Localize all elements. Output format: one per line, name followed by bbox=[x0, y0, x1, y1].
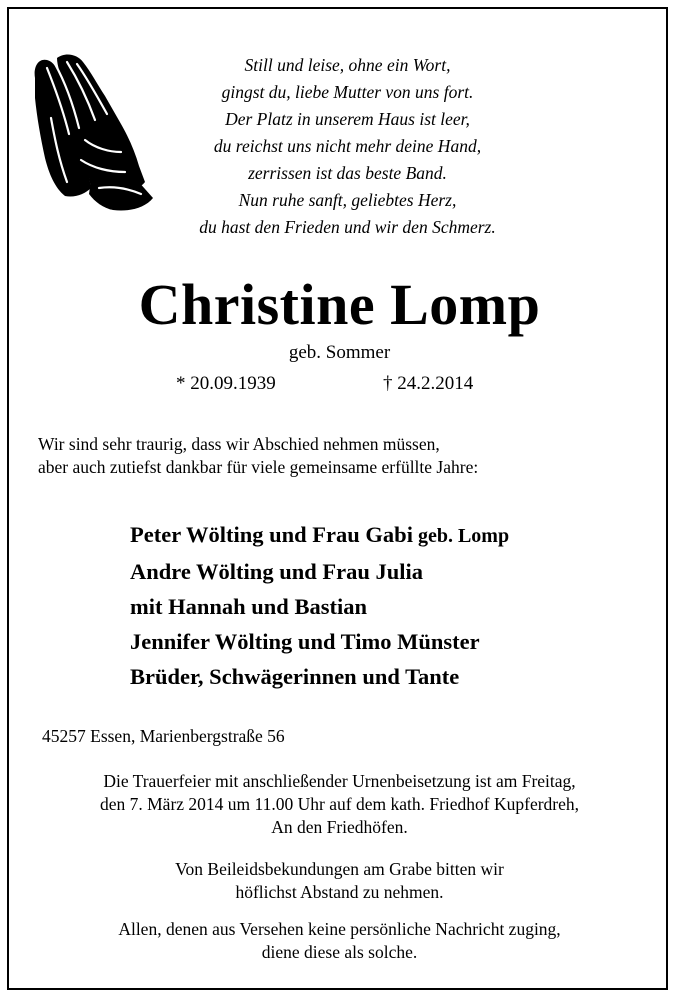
poem-line: Der Platz in unserem Haus ist leer, bbox=[225, 109, 470, 129]
family-line: Jennifer Wölting und Timo Münster bbox=[130, 629, 480, 654]
closing-note bbox=[0, 918, 679, 964]
closing-line: Allen, denen aus Versehen keine persönliche Nachricht zuging, bbox=[118, 919, 561, 939]
poem-line: du hast den Frieden und wir den Schmerz. bbox=[199, 217, 496, 237]
condolence-line: Von Beileidsbekundungen am Grabe bitten wir bbox=[175, 859, 504, 879]
funeral-line: Die Trauerfeier mit anschließender Urnenbeisetzung ist am Freitag, bbox=[103, 771, 576, 791]
birth-date: * 20.09.1939 bbox=[176, 373, 276, 394]
poem-line: Nun ruhe sanft, geliebtes Herz, bbox=[238, 190, 457, 210]
address: 45257 Essen, Marienbergstraße 56 bbox=[42, 726, 285, 746]
condolence-note bbox=[0, 858, 679, 904]
family-line: Brüder, Schwägerinnen und Tante bbox=[130, 664, 460, 689]
condolence-line: höflichst Abstand zu nehmen. bbox=[235, 882, 444, 902]
maiden-name: geb. Sommer bbox=[288, 342, 391, 363]
closing-line: diene diese als solche. bbox=[261, 942, 418, 962]
funeral-line: An den Friedhöfen. bbox=[271, 817, 408, 837]
family-line bbox=[130, 517, 650, 554]
poem-line: gingst du, liebe Mutter von uns fort. bbox=[221, 82, 474, 102]
family-maiden-note: geb. Lomp bbox=[412, 525, 510, 547]
poem bbox=[150, 52, 545, 241]
family-list bbox=[130, 517, 650, 694]
intro-line: Wir sind sehr traurig, dass wir Abschied nehmen müssen, bbox=[38, 434, 440, 454]
funeral-line: den 7. März 2014 um 11.00 Uhr auf dem kath. Friedhof Kupferdreh, bbox=[99, 794, 580, 814]
death-date: † 24.2.2014 bbox=[383, 373, 474, 394]
funeral-info bbox=[0, 770, 679, 839]
praying-hands-icon bbox=[25, 48, 155, 213]
family-line: mit Hannah und Bastian bbox=[130, 594, 367, 619]
family-member: Peter Wölting und Frau Gabi bbox=[130, 522, 413, 547]
poem-line: du reichst uns nicht mehr deine Hand, bbox=[213, 136, 482, 156]
intro-text bbox=[38, 433, 638, 479]
poem-line: zerrissen ist das beste Band. bbox=[248, 163, 447, 183]
family-line: Andre Wölting und Frau Julia bbox=[130, 559, 423, 584]
intro-line: aber auch zutiefst dankbar für viele gemeinsame erfüllte Jahre: bbox=[38, 457, 479, 477]
deceased-name: Christine Lomp bbox=[138, 272, 541, 337]
poem-line: Still und leise, ohne ein Wort, bbox=[244, 55, 451, 75]
